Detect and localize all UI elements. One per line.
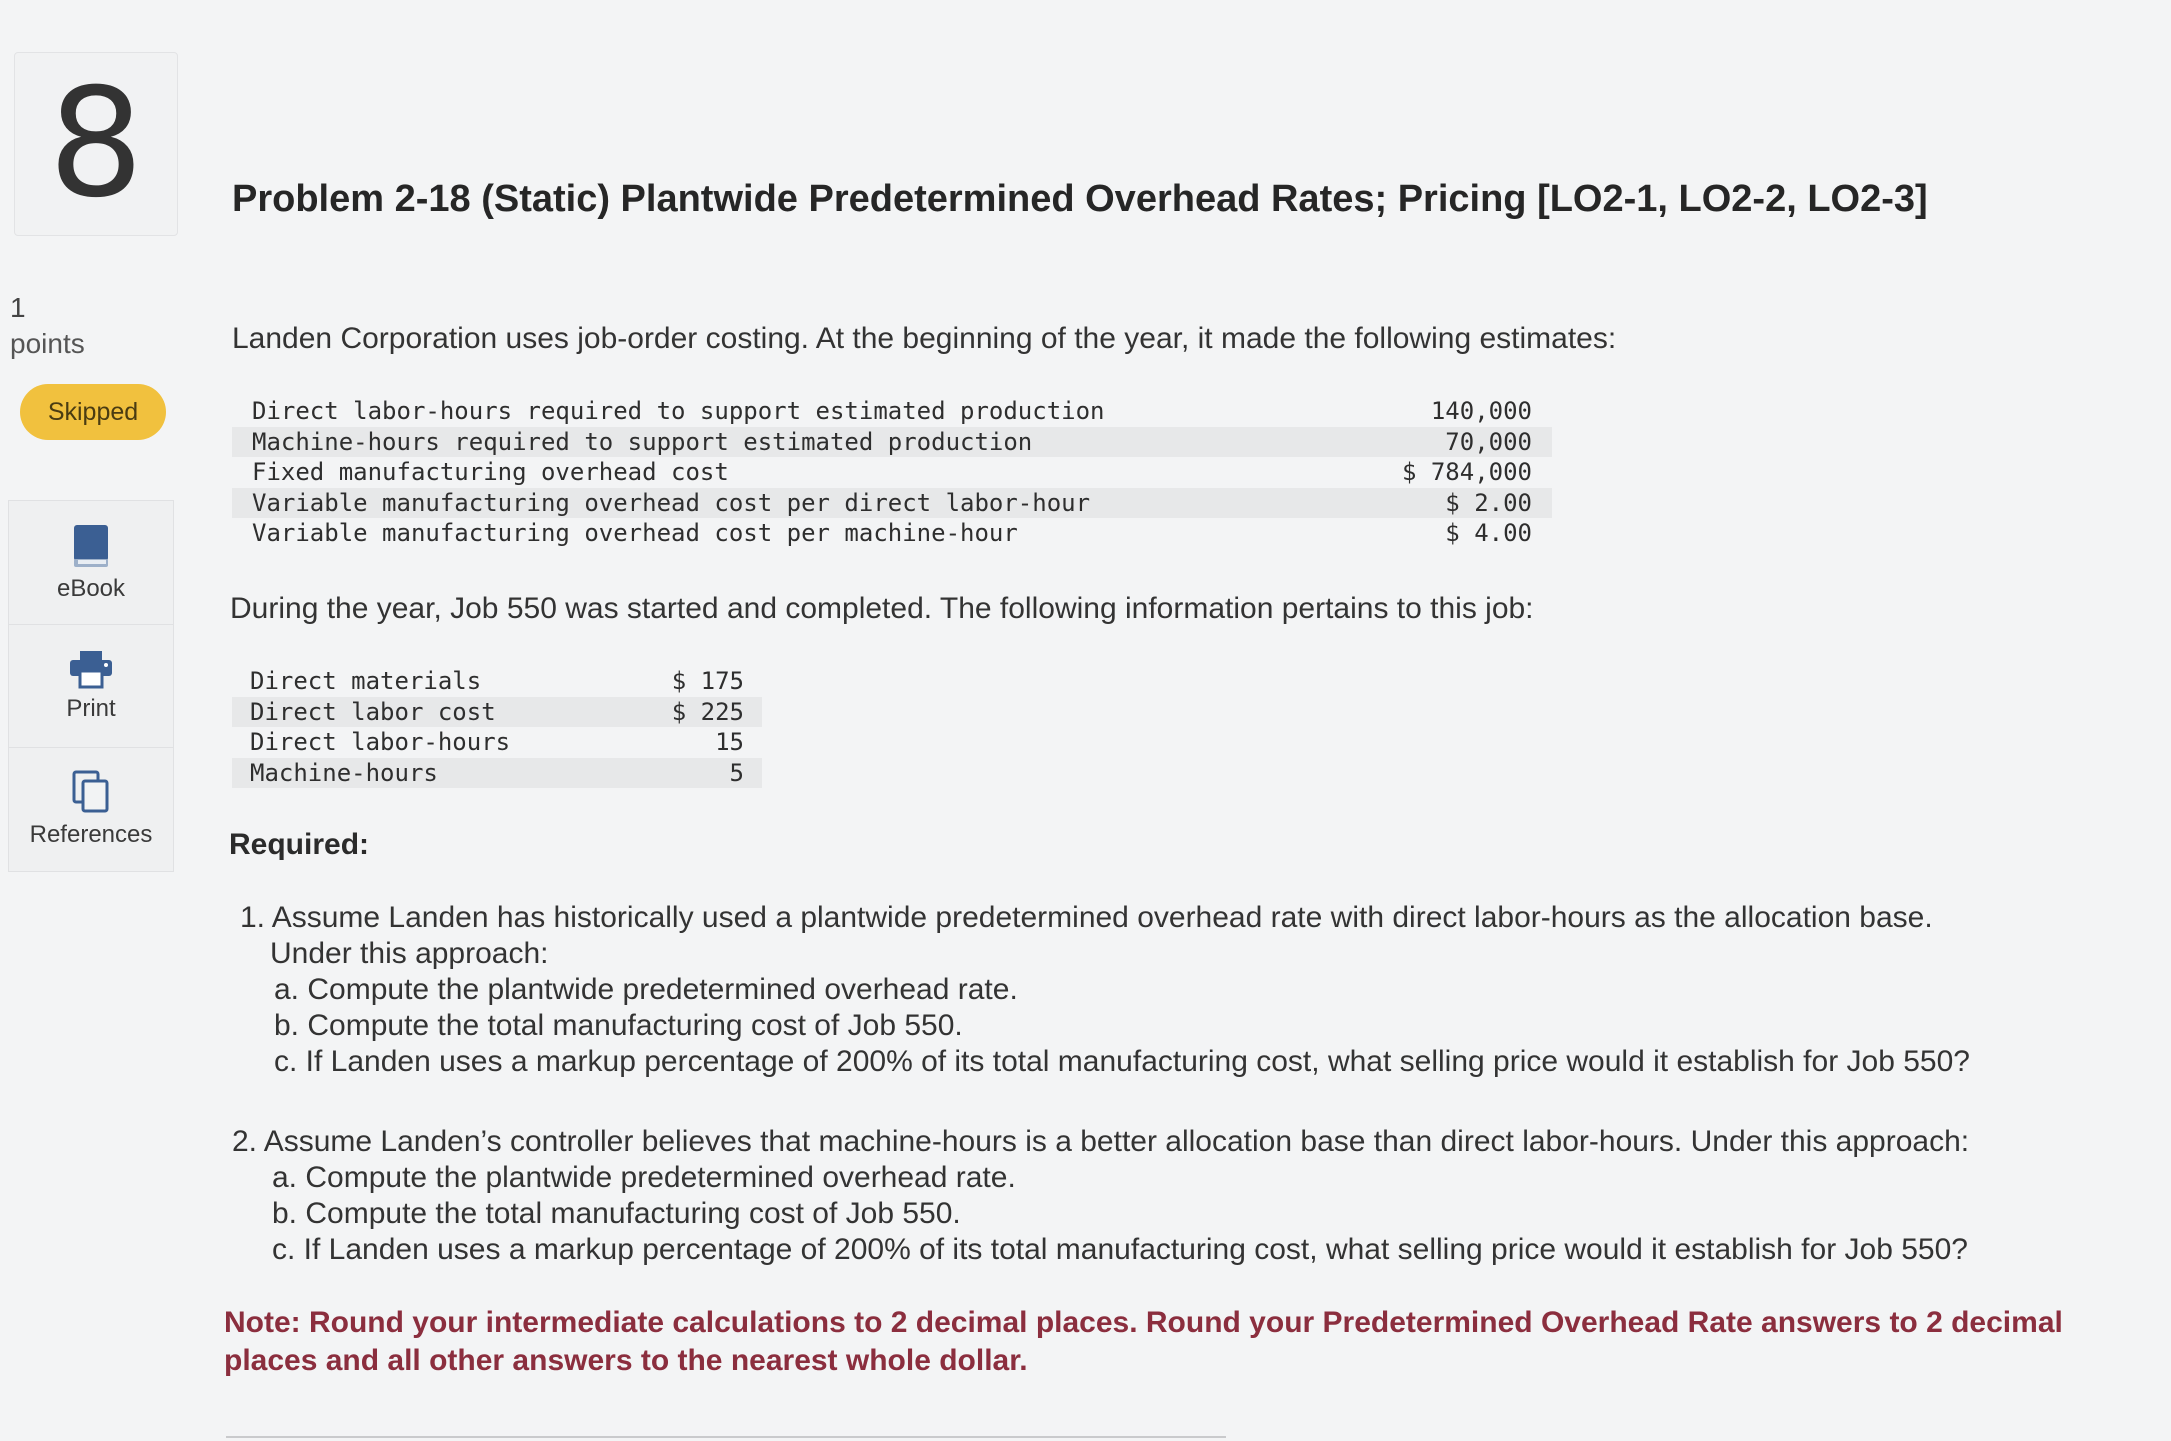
ebook-button[interactable]	[9, 501, 173, 625]
req1-line1: 1. Assume Landen has historically used a plantwide predetermined overhead rate with direct labor-hours as the allocation base.	[240, 901, 1933, 934]
req2-a: a. Compute the plantwide predetermined overhead rate.	[272, 1161, 1016, 1194]
estimate-label: Direct labor-hours required to support estimated production	[252, 397, 1105, 426]
req1-c: c. If Landen uses a markup percentage of 200% of its total manufacturing cost, what selling price would it establish for Job 550?	[274, 1045, 1970, 1078]
status-badge: Skipped	[20, 384, 166, 440]
estimate-label: Variable manufacturing overhead cost per direct labor-hour	[232, 488, 1341, 519]
job-value: $ 175	[671, 667, 744, 696]
estimate-label: Machine-hours required to support estimated production	[232, 427, 1341, 458]
req2-b: b. Compute the total manufacturing cost of Job 550.	[272, 1197, 961, 1230]
req1-a: a. Compute the plantwide predetermined overhead rate.	[274, 973, 1018, 1006]
points-label: points	[10, 328, 85, 359]
references-button[interactable]	[9, 747, 173, 870]
table-row	[232, 697, 762, 728]
req2-line1: 2. Assume Landen’s controller believes that machine-hours is a better allocation base than direct labor-hours. Under this approach:	[232, 1125, 1970, 1158]
req1-b: b. Compute the total manufacturing cost of Job 550.	[274, 1009, 963, 1042]
req1-line2: Under this approach:	[270, 937, 549, 970]
book-icon	[72, 523, 110, 569]
table-row	[232, 396, 1552, 427]
job-intro-text: During the year, Job 550 was started and completed. The following information pertains to this job:	[230, 592, 1534, 625]
job-label: Direct labor cost	[232, 697, 620, 728]
table-row	[232, 457, 1552, 488]
print-label: Print	[66, 694, 116, 722]
job-value: 5	[620, 758, 762, 789]
intro-text: Landen Corporation uses job-order costing. At the beginning of the year, it made the following estimates:	[232, 322, 1617, 355]
table-row	[232, 727, 762, 758]
job-value: 15	[715, 728, 744, 757]
job-value: $ 225	[620, 697, 762, 728]
estimate-value: $ 784,000	[1401, 458, 1532, 487]
question-number[interactable]: 8	[14, 52, 178, 236]
required-heading: Required:	[229, 828, 370, 861]
printer-icon	[68, 649, 114, 689]
print-button[interactable]	[9, 624, 173, 748]
job-label: Machine-hours	[232, 758, 620, 789]
question-sidebar	[0, 0, 200, 1441]
estimate-value: $ 4.00	[1445, 519, 1532, 548]
job-label: Direct labor-hours	[250, 728, 511, 757]
table-row	[232, 427, 1552, 458]
estimate-label: Variable manufacturing overhead cost per machine-hour	[252, 519, 1018, 548]
tools-panel	[8, 500, 174, 872]
estimate-value: 70,000	[1341, 427, 1552, 458]
estimate-label: Fixed manufacturing overhead cost	[252, 458, 729, 487]
ebook-label: eBook	[56, 574, 126, 602]
note-text: Note: Round your intermediate calculations to 2 decimal places. Round your Predetermined Overhead Rate answers to 2 decimal places and all other answers to the nearest whole dollar.	[224, 1306, 2063, 1377]
references-label: References	[29, 820, 153, 848]
job-table	[232, 666, 762, 788]
table-row	[232, 518, 1552, 549]
divider	[226, 1436, 1226, 1438]
page-title: Problem 2-18 (Static) Plantwide Predetermined Overhead Rates; Pricing [LO2-1, LO2-2, LO2-3]	[232, 178, 1928, 220]
points-value: 1	[10, 292, 26, 323]
req2-c: c. If Landen uses a markup percentage of 200% of its total manufacturing cost, what selling price would it establish for Job 550?	[272, 1233, 1968, 1266]
estimate-value: $ 2.00	[1341, 488, 1552, 519]
estimate-value: 140,000	[1430, 397, 1532, 426]
table-row	[232, 758, 762, 789]
estimates-table	[232, 396, 1552, 549]
job-label: Direct materials	[250, 667, 482, 696]
table-row	[232, 666, 762, 697]
table-row	[232, 488, 1552, 519]
copy-icon	[71, 769, 111, 815]
